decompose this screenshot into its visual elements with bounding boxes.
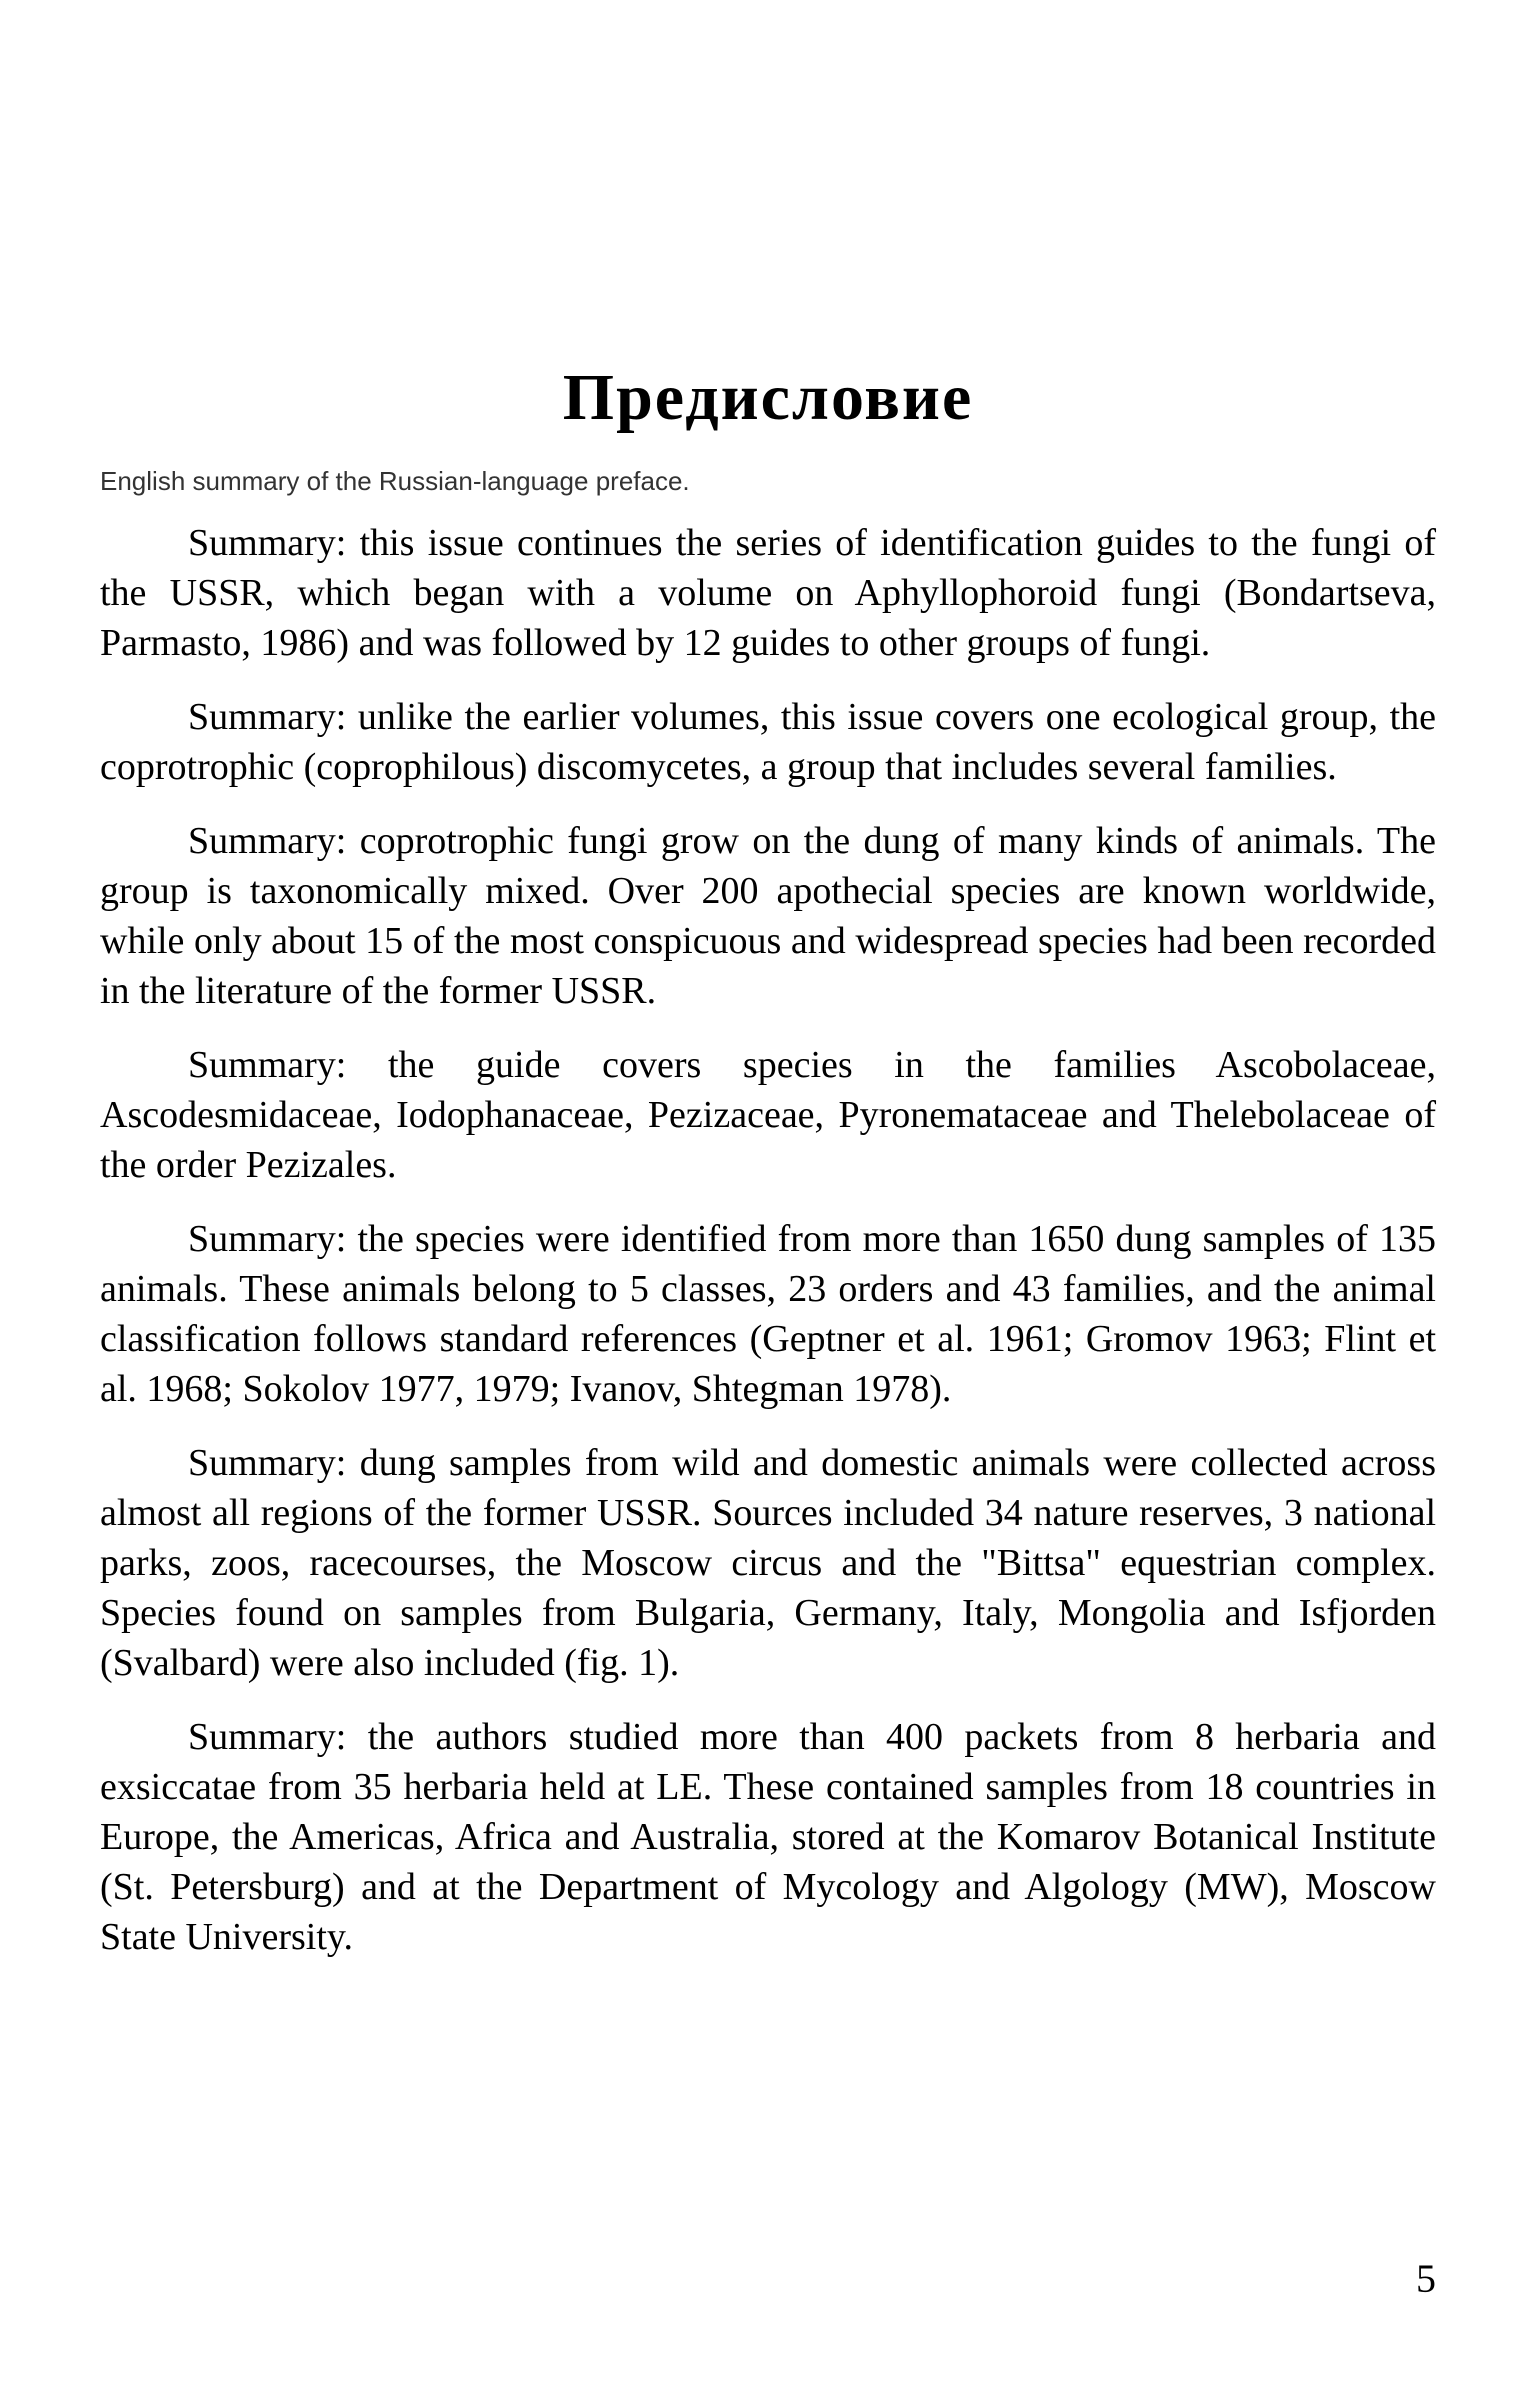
translation-note: English summary of the Russian-language preface. — [100, 466, 690, 496]
paragraph: Summary: unlike the earlier volumes, this issue covers one ecological group, the coprotrophic (coprophilous) discomycetes, a group that includes several families. — [100, 696, 1436, 788]
page-content — [100, 360, 1436, 1986]
page-title: Предисловие — [562, 361, 974, 434]
page-number: 5 — [1416, 2256, 1436, 2301]
paragraph: Summary: the guide covers species in the families Ascobolaceae, Ascodesmidaceae, Iodophanaceae, Pezizaceae, Pyronemataceae and Thelebolaceae of the order Pezizales. — [100, 1044, 1436, 1186]
paragraph: Summary: coprotrophic fungi grow on the dung of many kinds of animals. The group is taxonomically mixed. Over 200 apothecial species are known worldwide, while only about 15 of the most conspicuous and widespread species had been recorded in the literature of the former USSR. — [100, 820, 1436, 1012]
paragraph: Summary: the species were identified from more than 1650 dung samples of 135 animals. These animals belong to 5 classes, 23 orders and 43 families, and the animal classification follows standard references (Geptner et al. 1961; Gromov 1963; Flint et al. 1968; Sokolov 1977, 1979; Ivanov, Shtegman 1978). — [100, 1218, 1436, 1410]
paragraph: Summary: dung samples from wild and domestic animals were collected across almost all regions of the former USSR. Sources included 34 nature reserves, 3 national parks, zoos, racecourses, the Moscow circus and the "Bittsa" equestrian complex. Species found on samples from Bulgaria, Germany, Italy, Mongolia and Isfjorden (Svalbard) were also included (fig. 1). — [100, 1442, 1436, 1684]
paragraph: Summary: the authors studied more than 400 packets from 8 herbaria and exsiccatae from 35 herbaria held at LE. These contained samples from 18 countries in Europe, the Americas, Africa and Australia, stored at the Komarov Botanical Institute (St. Petersburg) and at the Department of Mycology and Algology (MW), Moscow State University. — [100, 1716, 1436, 1958]
paragraph: Summary: this issue continues the series of identification guides to the fungi of the USSR, which began with a volume on Aphyllophoroid fungi (Bondartseva, Parmasto, 1986) and was followed by 12 guides to other groups of fungi. — [100, 522, 1436, 664]
